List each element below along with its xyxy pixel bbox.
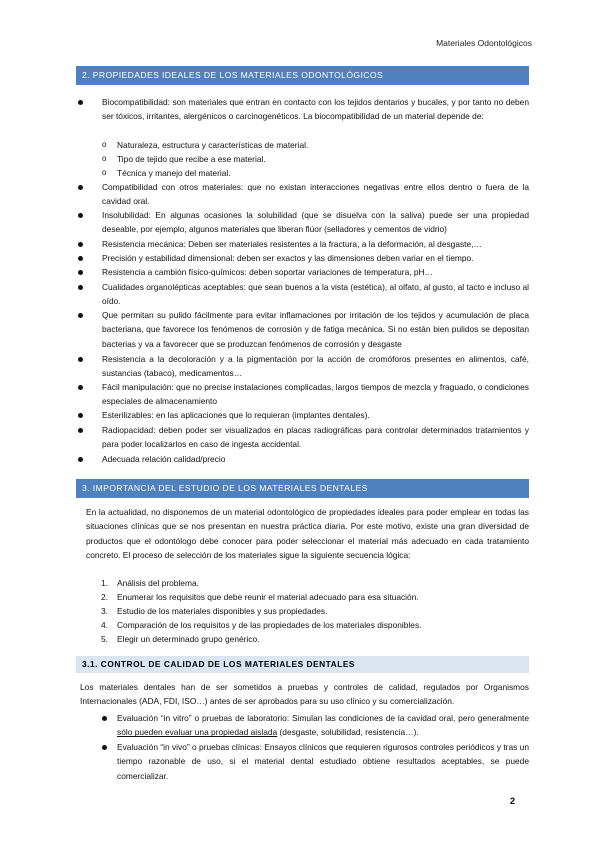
list-item: Resistencia mecánica: Deben ser materiales resistentes a la fractura, a la deformación, al desgaste,… xyxy=(102,237,529,251)
section-3-heading: 3. IMPORTANCIA DEL ESTUDIO DE LOS MATERIALES DENTALES xyxy=(76,479,529,498)
sub-list-item: o Tipo de tejido que recibe a ese material. xyxy=(102,154,266,164)
section-3-paragraph: En la actualidad, no disponemos de un material odontológico de propiedades ideales para poder emplear en todas las situaciones clínicas que se nos presentan en nuestra práctica diaria. Por este motivo, existe una gran diversidad de productos que el odontólogo debe conocer para poder seleccionar el material más adecuado en cada tratamiento concreto. El proceso de selección de los materiales sigue la siguiente secuencia lógica: xyxy=(86,507,529,560)
list-item: Radiopacidad: deben poder ser visualizados en placas radiográficas para controlar determinados tratamientos y para poder localizarlos en caso de ingesta accidental. xyxy=(102,423,529,452)
list-item: Esterilizables: en las aplicaciones que lo requieran (implantes dentales). xyxy=(102,408,529,422)
list-item: Precisión y estabilidad dimensional: deben ser exactos y las dimensiones deben variar en el tiempo. xyxy=(102,251,529,265)
sub-list-item: o Naturaleza, estructura y características de material. xyxy=(102,140,309,150)
list-item: Evaluación “in vitro” o pruebas de laboratorio: Simulan las condiciones de la cavidad oral, pero generalmente sólo pueden evaluar una propiedad aislada (desgaste, solubilidad, resistencia…). xyxy=(117,711,529,740)
section-2-heading: 2. PROPIEDADES IDEALES DE LOS MATERIALES ODONTOLÓGICOS xyxy=(76,66,529,85)
running-header: Materiales Odontológicos xyxy=(436,38,532,48)
sub-list-item: o Técnica y manejo del material. xyxy=(102,168,231,178)
numbered-step: 1. Análisis del problema. xyxy=(101,578,199,588)
numbered-step: 3. Estudio de los materiales disponibles y sus propiedades. xyxy=(101,606,328,616)
list-item: Evaluación “in vivo” o pruebas clínicas: Ensayos clínicos que requieren rigurosos controles periódicos y tras un tiempo razonable de uso, si el material dental estudiado obtiene resultados aceptables, se puede comercializar. xyxy=(117,740,529,783)
list-item: Compatibilidad con otros materiales: que no existan interacciones negativas entre ellos dentro o fuera de la cavidad oral. xyxy=(102,180,529,209)
list-item: Biocompatibilidad: son materiales que entran en contacto con los tejidos dentarios y bucales, y por tanto no deben ser tóxicos, irritantes, alergénicos o carcinogenéticos. La biocompatibilidad de un material depende de: xyxy=(102,95,529,124)
list-item: Que permitan su pulido fácilmente para evitar inflamaciones por irritación de los tejidos y acumulación de placa bacteriana, que favorece los fenómenos de corrosión y de fatiga mecánica. Si no están bien pulidos se depositan bacterias y va a favorecer que se produzcan fenómenos de corrosión y desgaste xyxy=(102,308,529,351)
section-3-1-heading: 3.1. CONTROL DE CALIDAD DE LOS MATERIALES DENTALES xyxy=(76,656,529,673)
numbered-step: 4. Comparación de los requisitos y de las propiedades de los materiales disponibles. xyxy=(101,620,422,630)
list-item: Adecuada relación calidad/precio xyxy=(102,452,529,466)
list-item: Resistencia a cambión físico-químicos: deben soportar variaciones de temperatura, pH… xyxy=(102,265,529,279)
list-item: Resistencia a la decoloración y a la pigmentación por la acción de cromóforos presentes en alimentos, café, sustancias (tabaco), medicamentos… xyxy=(102,352,529,381)
numbered-step: 2. Enumerar los requisitos que debe reunir el material adecuado para esa situación. xyxy=(101,592,419,602)
list-item: Fácil manipulación: que no precise instalaciones complicadas, largos tiempos de mezcla y fraguado, o condiciones especiales de almacenamiento xyxy=(102,380,529,409)
section-3-1-paragraph: Los materiales dentales han de ser sometidos a pruebas y controles de calidad, regulados por Organismos Internacionales (ADA, FDI, ISO…) antes de ser aprobados para su uso clínico y su comercialización. xyxy=(80,682,529,707)
list-item: Cualidades organolépticas aceptables: que sean buenos a la vista (estética), al olfato, al gusto, al tacto e incluso al oído. xyxy=(102,280,529,309)
numbered-step: 5. Elegir un determinado grupo genérico. xyxy=(101,634,260,644)
page-number: 2 xyxy=(510,796,516,806)
list-item: Insolubilidad: En algunas ocasiones la solubilidad (que se disuelva con la saliva) puede ser una propiedad deseable, por ejemplo, algunos materiales que liberan flúor (selladores y cementos de vidrio) xyxy=(102,208,529,237)
